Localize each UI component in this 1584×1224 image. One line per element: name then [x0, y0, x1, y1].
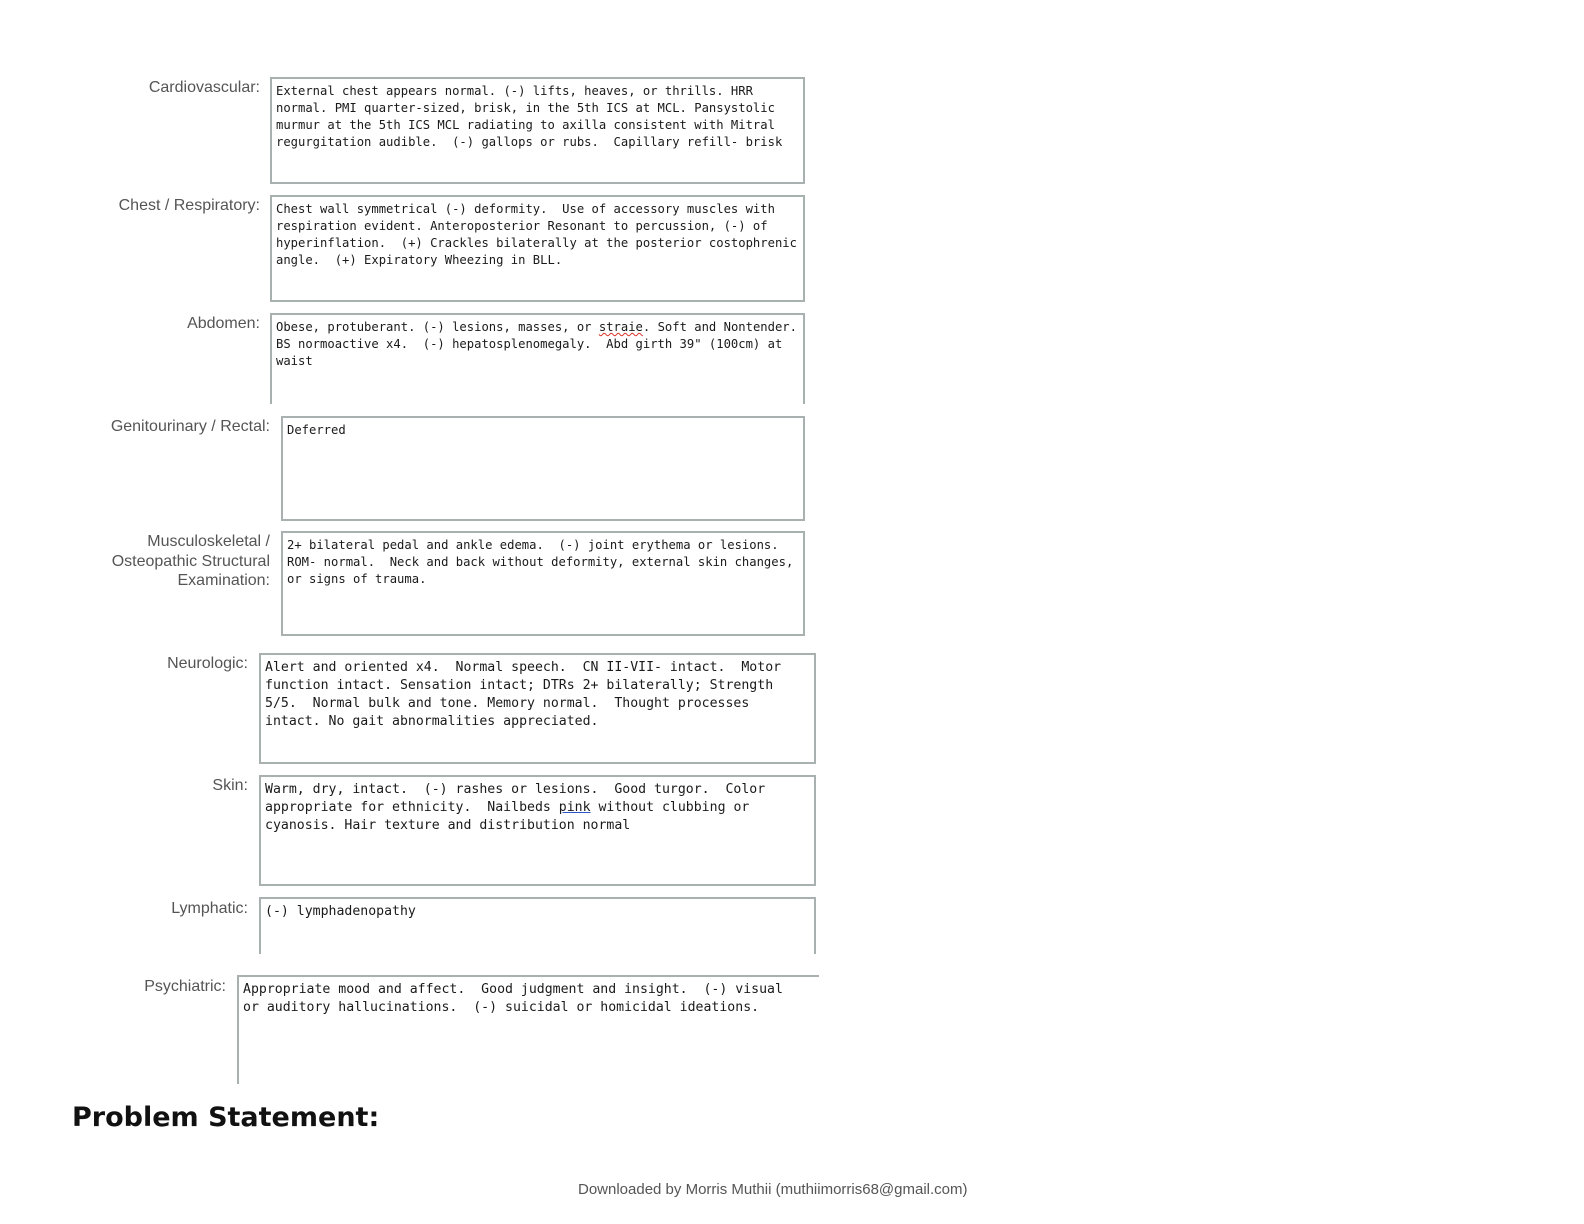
skin-label: Skin: — [212, 777, 248, 794]
lymphatic-field[interactable]: (-) lymphadenopathy — [259, 897, 816, 954]
chest-respiratory-label: Chest / Respiratory: — [118, 197, 260, 214]
genitourinary-field[interactable]: Deferred — [281, 416, 805, 521]
neurologic-label: Neurologic: — [167, 655, 248, 672]
musculoskeletal-field[interactable]: 2+ bilateral pedal and ankle edema. (-) joint erythema or lesions. ROM- normal. Neck and back without deformity, external skin changes, or signs of trauma. — [281, 531, 805, 636]
skin-text-before: Warm, dry, intact. (-) rashes or lesions. Good turgor. Color appropriate for ethnicity. Nailbeds — [265, 782, 774, 815]
misspelled-word: straie — [598, 320, 643, 334]
problem-statement-heading: Problem Statement: — [72, 1102, 380, 1133]
lymphatic-label: Lymphatic: — [171, 900, 248, 917]
abdomen-text-after: . Soft and Nontender. BS normoactive x4. (-) hepatosplenomegaly. Abd girth 39" (100cm) at waist — [276, 320, 812, 368]
abdomen-text-before: Obese, protuberant. (-) lesions, masses, or — [276, 320, 599, 334]
skin-field[interactable] — [259, 775, 816, 886]
abdomen-field[interactable] — [270, 313, 812, 404]
psychiatric-label: Psychiatric: — [144, 978, 226, 995]
chest-respiratory-field[interactable]: Chest wall symmetrical (-) deformity. Use of accessory muscles with respiration evident. Anteroposterior Resonant to percussion, (-) of hyperinflation. (+) Crackles bilaterally at the posterior costophrenic angle. (+) Expiratory Wheezing in BLL. — [270, 195, 805, 302]
abdomen-label: Abdomen: — [187, 315, 260, 332]
cardiovascular-field[interactable]: External chest appears normal. (-) lifts, heaves, or thrills. HRR normal. PMI quarter-sized, brisk, in the 5th ICS at MCL. Pansystolic murmur at the 5th ICS MCL radiating to axilla consistent with Mitral regurgitation audible. (-) gallops or rubs. Capillary refill- brisk — [270, 77, 805, 184]
cardiovascular-label: Cardiovascular: — [148, 79, 260, 96]
download-footer: Downloaded by Morris Muthii (muthiimorris68@gmail.com) — [578, 1181, 968, 1198]
genitourinary-label: Genitourinary / Rectal: — [110, 418, 270, 435]
neurologic-field[interactable]: Alert and oriented x4. Normal speech. CN II-VII- intact. Motor function intact. Sensation intact; DTRs 2+ bilaterally; Strength 5/5. Normal bulk and tone. Memory normal. Thought processes intact. No gait abnormalities appreciated. — [259, 653, 816, 764]
skin-text-after: without clubbing or cyanosis. Hair texture and distribution normal — [265, 800, 758, 833]
flagged-word: pink — [558, 800, 591, 815]
psychiatric-field[interactable]: Appropriate mood and affect. Good judgment and insight. (-) visual or auditory hallucinations. (-) suicidal or homicidal ideations. — [237, 975, 819, 1084]
musculoskeletal-label: Musculoskeletal / Osteopathic Structural Examination: — [111, 533, 270, 589]
